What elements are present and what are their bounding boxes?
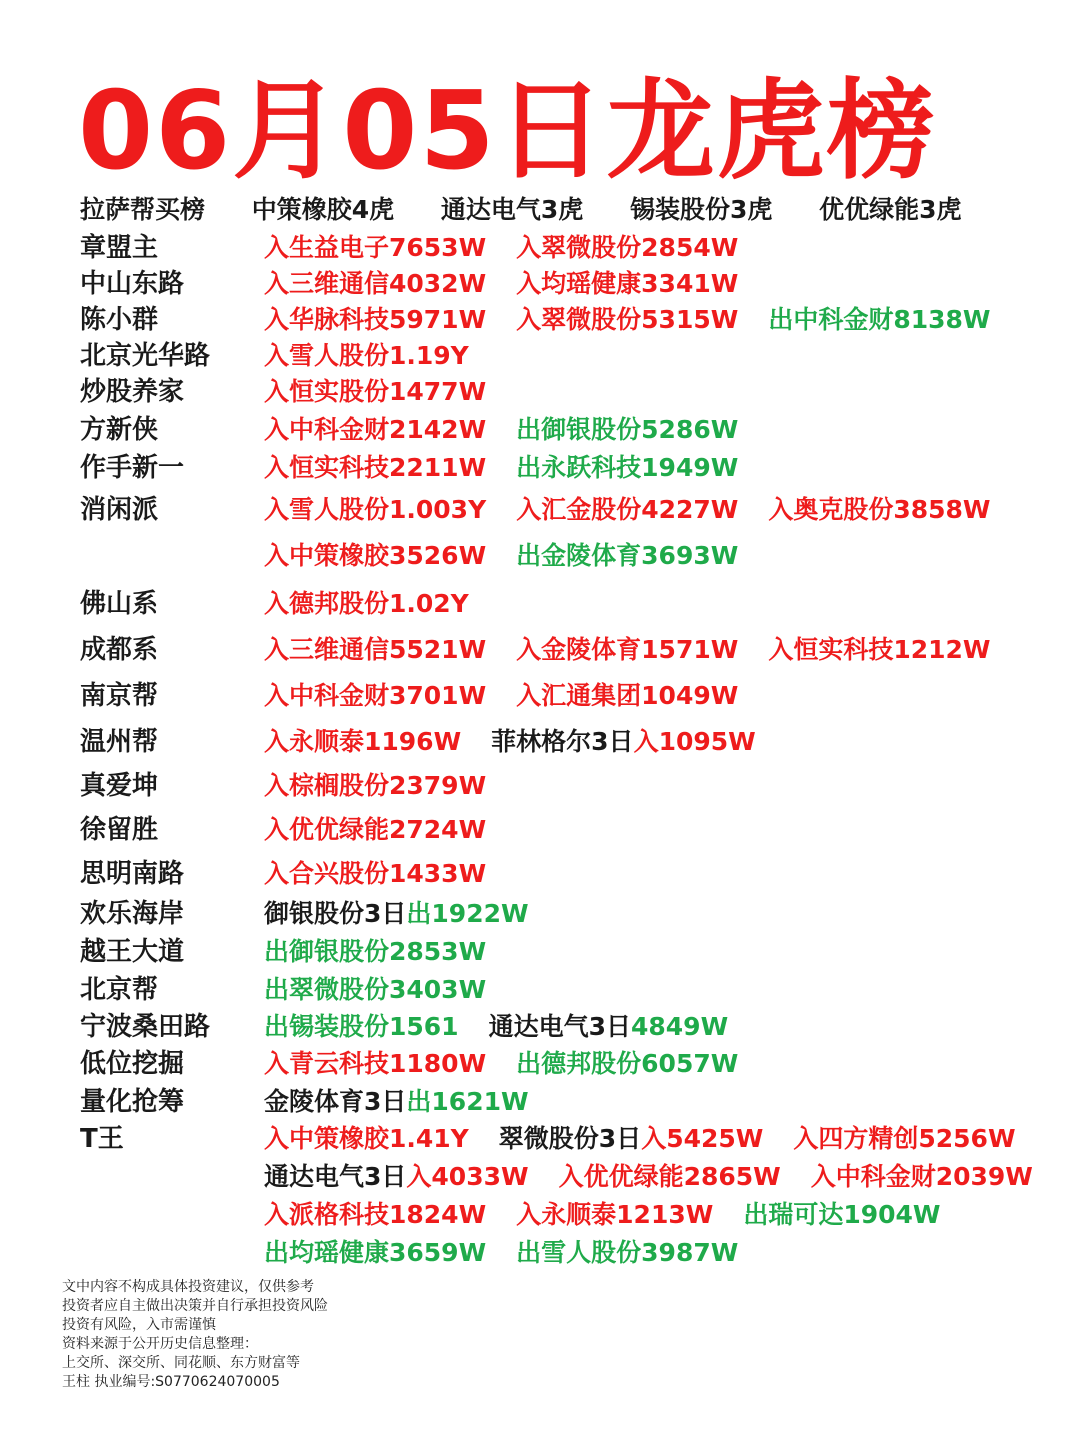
sell-entry: 出锡装股份1561: [264, 1012, 459, 1041]
trade-line: [264, 1233, 768, 1273]
trade-line: [264, 630, 1020, 670]
trader-name: 作手新一: [80, 453, 185, 483]
trader-name: 徐留胜: [80, 815, 159, 845]
sell-entry: 出1621W: [406, 1087, 529, 1116]
disclaimer-line: 王柱 执业编号:S0770624070005: [62, 1374, 280, 1390]
sell-entry: 出瑞可达1904W: [743, 1200, 941, 1229]
trader-name: 真爱坤: [80, 771, 159, 801]
buy-entry: 入翠微股份2854W: [516, 233, 739, 262]
disclaimer-line: 资料来源于公开历史信息整理：: [62, 1336, 258, 1352]
trade-line: [264, 970, 516, 1010]
sell-entry: 出均瑶健康3659W: [264, 1238, 487, 1267]
buy-entry: 入棕榈股份2379W: [264, 771, 487, 800]
buy-entry: 入德邦股份1.02Y: [264, 589, 469, 618]
sell-entry: 出雪人股份3987W: [516, 1238, 739, 1267]
trade-line: [264, 810, 516, 850]
buy-entry: 入三维通信5521W: [264, 635, 487, 664]
buy-entry: 入中科金财3701W: [264, 681, 487, 710]
trade-line: [264, 410, 768, 450]
sell-entry: 出永跃科技1949W: [516, 453, 739, 482]
buy-entry: 入青云科技1180W: [264, 1049, 487, 1078]
trader-name: 宁波桑田路: [80, 1012, 211, 1042]
trader-name: 低位挖掘: [80, 1049, 185, 1079]
buy-entry: 入5425W: [641, 1124, 764, 1153]
disclaimer: [62, 1278, 328, 1392]
disclaimer-line: 投资有风险，入市需谨慎: [62, 1317, 216, 1333]
trade-line: [264, 894, 559, 934]
trade-line: [264, 490, 1021, 530]
trader-name: 佛山系: [80, 589, 159, 619]
buy-entry: 入优优绿能2724W: [264, 815, 487, 844]
sell-entry: 出金陵体育3693W: [516, 541, 739, 570]
header-item: 锡装股份3虎: [629, 195, 773, 224]
buy-entry: 入汇通集团1049W: [516, 681, 739, 710]
trader-name: 炒股养家: [80, 377, 185, 407]
buy-entry: 入中科金财2142W: [264, 415, 487, 444]
trader-name: T王: [80, 1124, 124, 1154]
stock-label: 通达电气3日: [488, 1012, 631, 1041]
trader-name: 方新侠: [80, 415, 159, 445]
trade-line: [264, 722, 786, 762]
sell-entry: 出德邦股份6057W: [516, 1049, 739, 1078]
trader-name: 北京光华路: [80, 341, 211, 371]
stock-label: 御银股份3日: [264, 899, 407, 928]
trader-name: 思明南路: [80, 859, 185, 889]
trade-line: [264, 536, 768, 576]
stock-label: 菲林格尔3日: [491, 727, 634, 756]
buy-entry: 入恒实科技2211W: [264, 453, 487, 482]
sell-entry: 出1922W: [406, 899, 529, 928]
buy-entry: 入雪人股份1.19Y: [264, 341, 469, 370]
trade-line: [264, 766, 516, 806]
trade-line: [264, 584, 499, 624]
stock-label: 通达电气3日: [264, 1162, 407, 1191]
trade-line: [264, 1007, 758, 1047]
buy-entry: 入恒实股份1477W: [264, 377, 487, 406]
trade-line: [264, 228, 768, 268]
sell-entry: 出中科金财8138W: [768, 305, 991, 334]
trader-name: 北京帮: [80, 975, 159, 1005]
buy-entry: 入合兴股份1433W: [264, 859, 487, 888]
trade-line: [264, 854, 516, 894]
trade-line: [264, 1119, 1046, 1159]
sell-entry: 出翠微股份3403W: [264, 975, 487, 1004]
trader-name: 章盟主: [80, 233, 159, 263]
trader-name: 南京帮: [80, 681, 159, 711]
buy-entry: 入雪人股份1.003Y: [264, 495, 487, 524]
buy-entry: 入4033W: [406, 1162, 529, 1191]
buy-entry: 入恒实科技1212W: [768, 635, 991, 664]
buy-entry: 入均瑶健康3341W: [516, 269, 739, 298]
buy-entry: 入中科金财2039W: [810, 1162, 1033, 1191]
buy-entry: 入永顺泰1213W: [516, 1200, 714, 1229]
header-item: 通达电气3虎: [440, 195, 584, 224]
trader-name: 温州帮: [80, 727, 159, 757]
buy-entry: 入翠微股份5315W: [516, 305, 739, 334]
stock-label: 翠微股份3日: [498, 1124, 642, 1153]
buy-entry: 入中策橡胶3526W: [264, 541, 487, 570]
trader-name: 陈小群: [80, 305, 159, 335]
trader-name: 成都系: [80, 635, 159, 665]
buy-entry: 入优优绿能2865W: [558, 1162, 781, 1191]
trade-line: [264, 932, 516, 972]
header-item: 优优绿能3虎: [819, 195, 962, 224]
sell-entry: 出御银股份2853W: [264, 937, 487, 966]
trade-line: [264, 1044, 768, 1084]
header-line: [80, 190, 1000, 230]
disclaimer-line: 投资者应自主做出决策并自行承担投资风险: [62, 1298, 328, 1314]
buy-entry: 入1095W: [633, 727, 756, 756]
disclaimer-line: 上交所、深交所、同花顺、东方财富等: [62, 1355, 300, 1371]
buy-entry: 入生益电子7653W: [264, 233, 487, 262]
buy-entry: 入华脉科技5971W: [264, 305, 487, 334]
trader-name: 量化抢筹: [80, 1087, 185, 1117]
trader-name: 消闲派: [80, 495, 159, 525]
stock-label: 金陵体育3日: [264, 1087, 407, 1116]
buy-entry: 入汇金股份4227W: [516, 495, 739, 524]
buy-entry: 入永顺泰1196W: [264, 727, 462, 756]
trade-line: [264, 372, 516, 412]
buy-entry: 入中策橡胶1.41Y: [264, 1124, 469, 1153]
trade-line: [264, 1082, 559, 1122]
header-label: 拉萨帮买榜: [80, 195, 206, 224]
trader-name: 中山东路: [80, 269, 185, 299]
buy-entry: 入三维通信4032W: [264, 269, 487, 298]
page-title: 06月05日龙虎榜: [78, 69, 937, 194]
disclaimer-line: 文中内容不构成具体投资建议，仅供参考: [62, 1279, 314, 1295]
sell-entry: 4849W: [631, 1012, 729, 1041]
buy-entry: 入派格科技1824W: [264, 1200, 487, 1229]
trade-line: [264, 336, 499, 376]
header-item: 中策橡胶4虎: [251, 195, 395, 224]
trade-line: [264, 264, 768, 304]
trade-line: [264, 1195, 970, 1235]
trade-line: [264, 676, 768, 716]
trade-line: [264, 1157, 1063, 1197]
trade-line: [264, 300, 1020, 340]
trade-line: [264, 448, 768, 488]
buy-entry: 入奥克股份3858W: [768, 495, 991, 524]
trader-name: 越王大道: [80, 937, 185, 967]
trader-name: 欢乐海岸: [80, 899, 185, 929]
buy-entry: 入四方精创5256W: [793, 1124, 1016, 1153]
buy-entry: 入金陵体育1571W: [516, 635, 739, 664]
sell-entry: 出御银股份5286W: [516, 415, 739, 444]
